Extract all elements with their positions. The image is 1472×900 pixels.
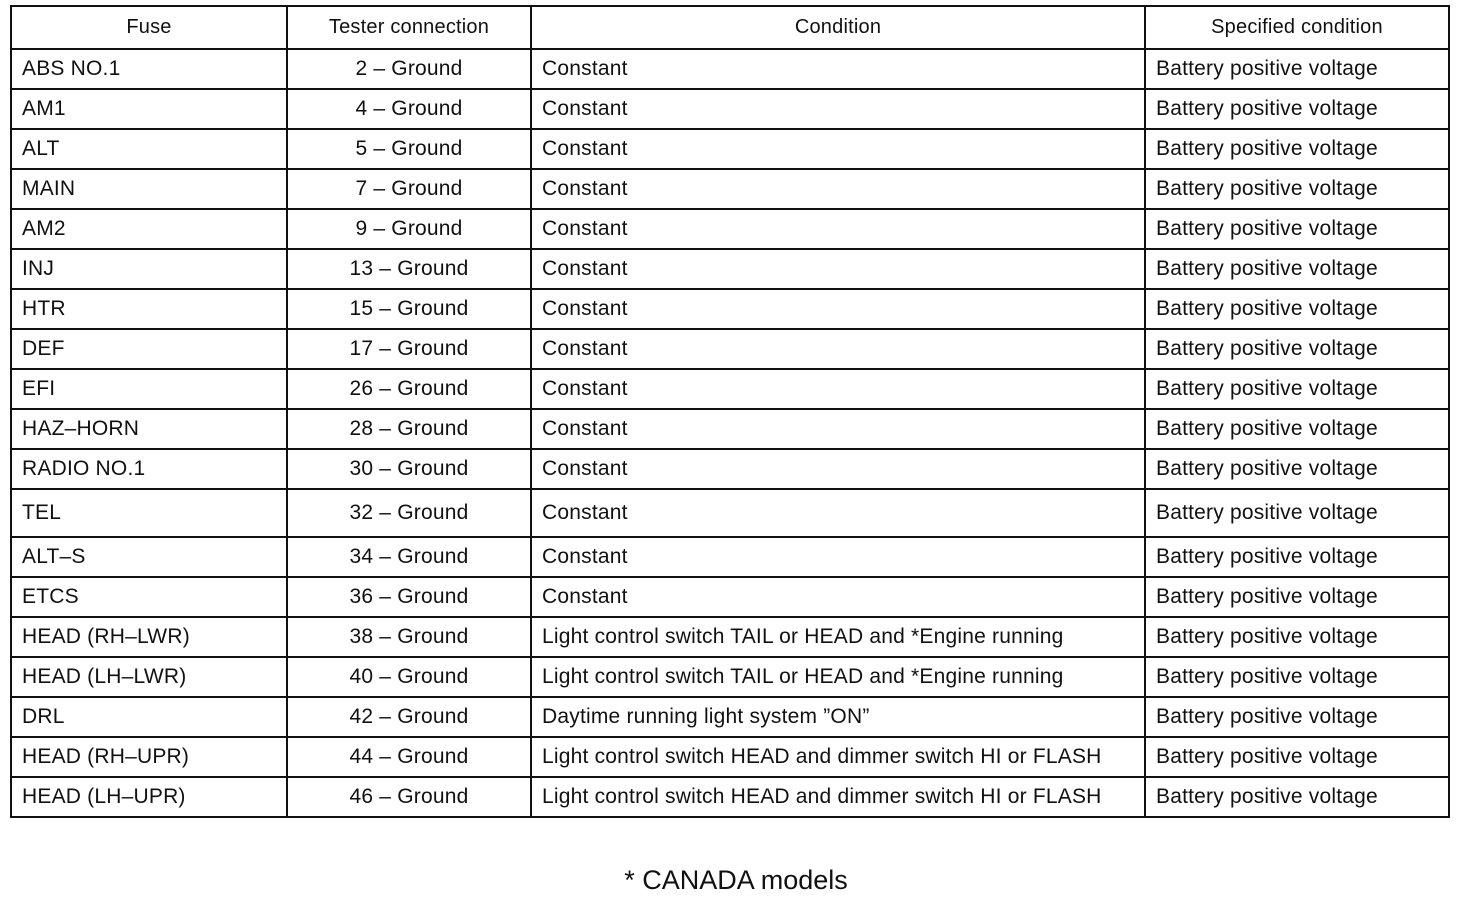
table-row [11, 617, 1449, 657]
specified-condition-cell: Battery positive voltage [1145, 369, 1449, 409]
table-header-row [11, 6, 1449, 49]
fuse-inspection-table [10, 5, 1450, 818]
specified-condition-cell: Battery positive voltage [1145, 49, 1449, 89]
condition-cell: Constant [531, 489, 1145, 537]
condition-cell: Constant [531, 577, 1145, 617]
tester-connection-cell: 40 – Ground [287, 657, 531, 697]
table-row [11, 449, 1449, 489]
specified-condition-cell: Battery positive voltage [1145, 329, 1449, 369]
fuse-name-cell: AM1 [11, 89, 287, 129]
tester-connection-cell: 5 – Ground [287, 129, 531, 169]
header-fuse: Fuse [11, 6, 287, 49]
table-row [11, 249, 1449, 289]
specified-condition-cell: Battery positive voltage [1145, 409, 1449, 449]
table-row [11, 409, 1449, 449]
fuse-name-cell: EFI [11, 369, 287, 409]
specified-condition-cell: Battery positive voltage [1145, 249, 1449, 289]
condition-cell: Constant [531, 537, 1145, 577]
fuse-name-cell: HEAD (RH–LWR) [11, 617, 287, 657]
fuse-name-cell: ALT–S [11, 537, 287, 577]
fuse-inspection-table-wrapper [10, 5, 1448, 818]
footnote: * CANADA models [624, 865, 848, 895]
specified-condition-cell: Battery positive voltage [1145, 737, 1449, 777]
specified-condition-cell: Battery positive voltage [1145, 617, 1449, 657]
fuse-name-cell: ABS NO.1 [11, 49, 287, 89]
specified-condition-cell: Battery positive voltage [1145, 577, 1449, 617]
table-row [11, 169, 1449, 209]
table-row [11, 577, 1449, 617]
tester-connection-cell: 44 – Ground [287, 737, 531, 777]
fuse-name-cell: HTR [11, 289, 287, 329]
specified-condition-cell: Battery positive voltage [1145, 289, 1449, 329]
tester-connection-cell: 34 – Ground [287, 537, 531, 577]
fuse-name-cell: DEF [11, 329, 287, 369]
fuse-name-cell: DRL [11, 697, 287, 737]
condition-cell: Constant [531, 329, 1145, 369]
table-row [11, 129, 1449, 169]
condition-cell: Constant [531, 169, 1145, 209]
fuse-name-cell: HEAD (LH–LWR) [11, 657, 287, 697]
tester-connection-cell: 28 – Ground [287, 409, 531, 449]
header-condition: Condition [531, 6, 1145, 49]
table-row [11, 209, 1449, 249]
table-row [11, 289, 1449, 329]
table-row [11, 489, 1449, 537]
specified-condition-cell: Battery positive voltage [1145, 129, 1449, 169]
condition-cell: Constant [531, 89, 1145, 129]
tester-connection-cell: 32 – Ground [287, 489, 531, 537]
table-row [11, 329, 1449, 369]
tester-connection-cell: 42 – Ground [287, 697, 531, 737]
fuse-name-cell: ETCS [11, 577, 287, 617]
tester-connection-cell: 17 – Ground [287, 329, 531, 369]
fuse-name-cell: MAIN [11, 169, 287, 209]
condition-cell: Light control switch TAIL or HEAD and *Engine running [531, 617, 1145, 657]
table-row [11, 737, 1449, 777]
tester-connection-cell: 7 – Ground [287, 169, 531, 209]
specified-condition-cell: Battery positive voltage [1145, 697, 1449, 737]
tester-connection-cell: 26 – Ground [287, 369, 531, 409]
specified-condition-cell: Battery positive voltage [1145, 89, 1449, 129]
specified-condition-cell: Battery positive voltage [1145, 657, 1449, 697]
tester-connection-cell: 36 – Ground [287, 577, 531, 617]
tester-connection-cell: 13 – Ground [287, 249, 531, 289]
specified-condition-cell: Battery positive voltage [1145, 537, 1449, 577]
fuse-name-cell: HAZ–HORN [11, 409, 287, 449]
fuse-name-cell: HEAD (RH–UPR) [11, 737, 287, 777]
table-row [11, 89, 1449, 129]
fuse-name-cell: INJ [11, 249, 287, 289]
condition-cell: Light control switch TAIL or HEAD and *Engine running [531, 657, 1145, 697]
table-row [11, 777, 1449, 817]
table-row [11, 49, 1449, 89]
table-row [11, 697, 1449, 737]
condition-cell: Light control switch HEAD and dimmer switch HI or FLASH [531, 737, 1145, 777]
tester-connection-cell: 46 – Ground [287, 777, 531, 817]
condition-cell: Daytime running light system ”ON” [531, 697, 1145, 737]
condition-cell: Constant [531, 289, 1145, 329]
table-row [11, 537, 1449, 577]
tester-connection-cell: 4 – Ground [287, 89, 531, 129]
table-row [11, 657, 1449, 697]
specified-condition-cell: Battery positive voltage [1145, 209, 1449, 249]
tester-connection-cell: 38 – Ground [287, 617, 531, 657]
table-row [11, 369, 1449, 409]
specified-condition-cell: Battery positive voltage [1145, 169, 1449, 209]
condition-cell: Constant [531, 209, 1145, 249]
fuse-name-cell: RADIO NO.1 [11, 449, 287, 489]
fuse-name-cell: HEAD (LH–UPR) [11, 777, 287, 817]
specified-condition-cell: Battery positive voltage [1145, 449, 1449, 489]
condition-cell: Constant [531, 449, 1145, 489]
fuse-name-cell: TEL [11, 489, 287, 537]
header-tester-connection: Tester connection [287, 6, 531, 49]
condition-cell: Light control switch HEAD and dimmer switch HI or FLASH [531, 777, 1145, 817]
tester-connection-cell: 9 – Ground [287, 209, 531, 249]
tester-connection-cell: 15 – Ground [287, 289, 531, 329]
fuse-name-cell: AM2 [11, 209, 287, 249]
condition-cell: Constant [531, 369, 1145, 409]
fuse-name-cell: ALT [11, 129, 287, 169]
header-specified-condition: Specified condition [1145, 6, 1449, 49]
condition-cell: Constant [531, 49, 1145, 89]
specified-condition-cell: Battery positive voltage [1145, 489, 1449, 537]
condition-cell: Constant [531, 409, 1145, 449]
condition-cell: Constant [531, 129, 1145, 169]
specified-condition-cell: Battery positive voltage [1145, 777, 1449, 817]
condition-cell: Constant [531, 249, 1145, 289]
tester-connection-cell: 2 – Ground [287, 49, 531, 89]
table-body [11, 49, 1449, 817]
tester-connection-cell: 30 – Ground [287, 449, 531, 489]
